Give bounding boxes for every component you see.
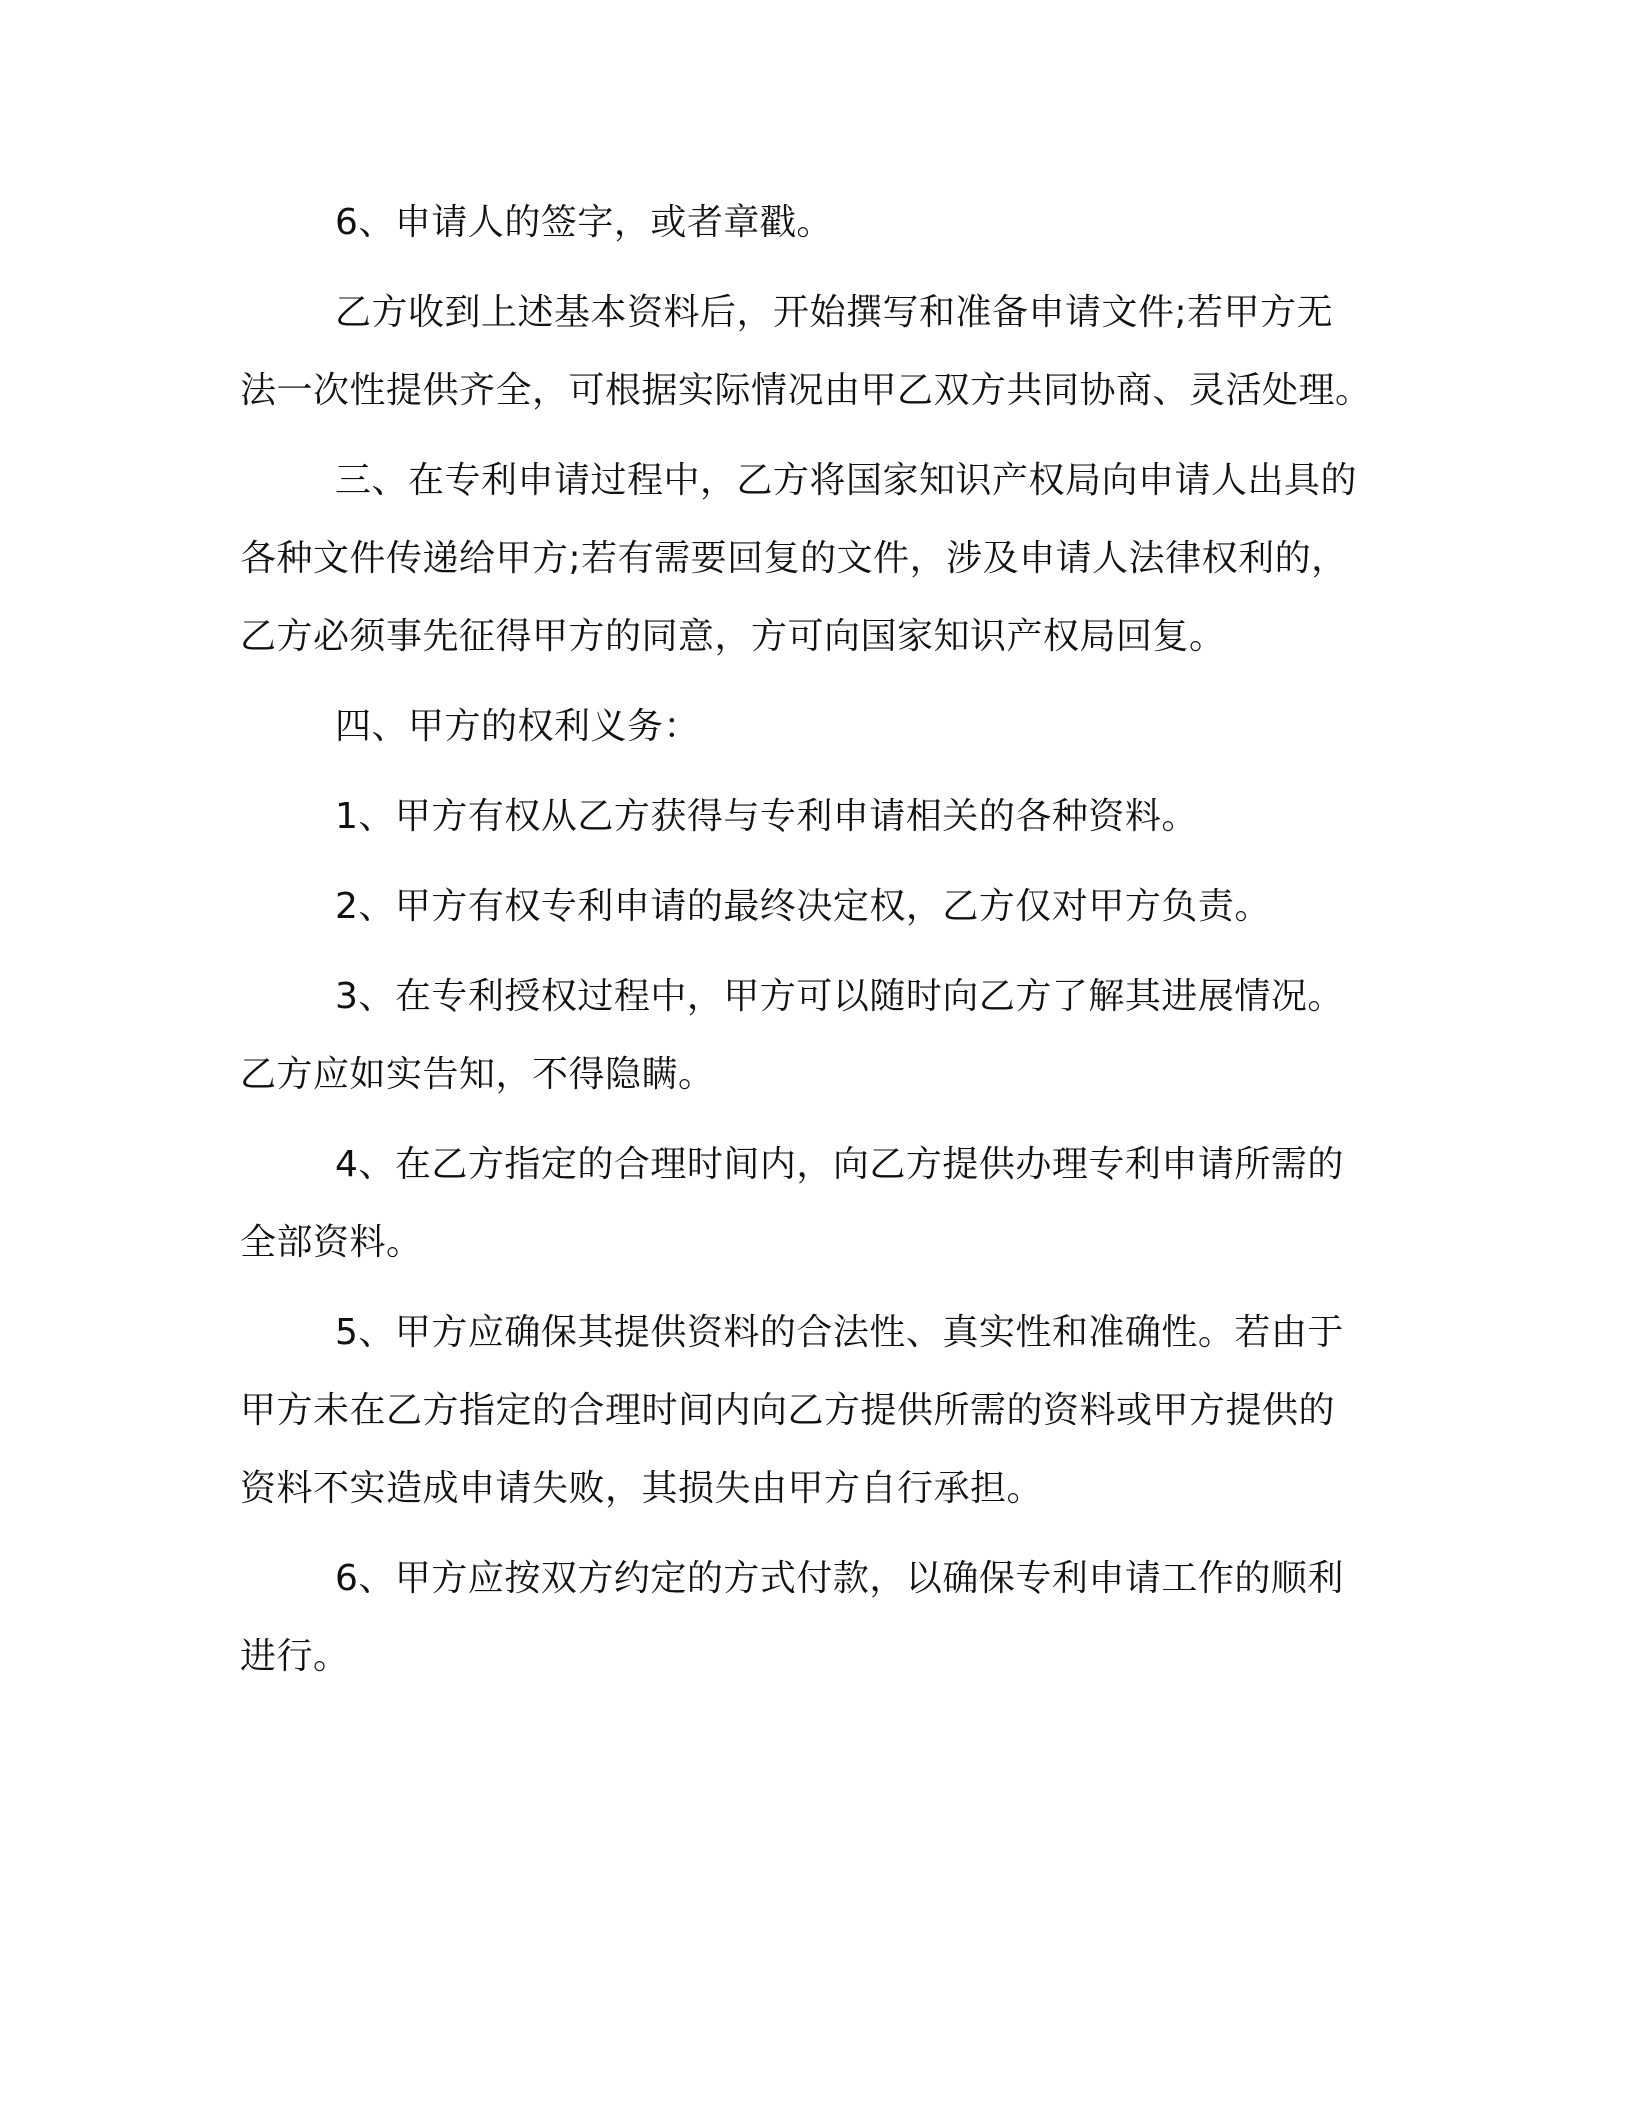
- paragraph-line: 甲方未在乙方指定的合理时间内向乙方提供所需的资料或甲方提供的: [240, 1390, 1336, 1431]
- paragraph-item-2: [240, 868, 1380, 946]
- paragraph-document-preparation: [240, 274, 1380, 430]
- paragraph-line: 乙方应如实告知，不得隐瞒。: [240, 1054, 715, 1095]
- paragraph-line: 各种文件传递给甲方;若有需要回复的文件，涉及申请人法律权利的，: [240, 538, 1348, 579]
- paragraph-line: 3、在专利授权过程中，甲方可以随时向乙方了解其进展情况。: [335, 976, 1344, 1017]
- document-body: [240, 184, 1380, 1708]
- paragraph-section-three: [240, 442, 1380, 676]
- paragraph-line: 5、甲方应确保其提供资料的合法性、真实性和准确性。若由于: [335, 1312, 1344, 1353]
- paragraph-line: 1、甲方有权从乙方获得与专利申请相关的各种资料。: [335, 796, 1198, 837]
- paragraph-line: 6、申请人的签字，或者章戳。: [335, 202, 833, 243]
- paragraph-item-1: [240, 778, 1380, 856]
- paragraph-item-4: [240, 1126, 1380, 1282]
- paragraph-line: 2、甲方有权专利申请的最终决定权，乙方仅对甲方负责。: [335, 886, 1271, 927]
- paragraph-line: 6、甲方应按双方约定的方式付款，以确保专利申请工作的顺利: [335, 1558, 1344, 1599]
- paragraph-line: 四、甲方的权利义务：: [335, 706, 701, 747]
- paragraph-line: 乙方必须事先征得甲方的同意，方可向国家知识产权局回复。: [240, 616, 1226, 657]
- paragraph-item-5: [240, 1294, 1380, 1528]
- paragraph-item-3: [240, 958, 1380, 1114]
- paragraph-line: 进行。: [240, 1636, 350, 1677]
- paragraph-line: 资料不实造成申请失败，其损失由甲方自行承担。: [240, 1468, 1044, 1509]
- paragraph-line: 法一次性提供齐全，可根据实际情况由甲乙双方共同协商、灵活处理。: [240, 370, 1372, 411]
- paragraph-line: 三、在专利申请过程中，乙方将国家知识产权局向申请人出具的: [335, 460, 1358, 501]
- paragraph-item-6-payment: [240, 1540, 1380, 1696]
- section-heading-four: [240, 688, 1380, 766]
- paragraph-line: 全部资料。: [240, 1222, 423, 1263]
- paragraph-line: 乙方收到上述基本资料后，开始撰写和准备申请文件;若甲方无: [335, 292, 1334, 333]
- paragraph-item-6-signature: [240, 184, 1380, 262]
- paragraph-line: 4、在乙方指定的合理时间内，向乙方提供办理专利申请所需的: [335, 1144, 1344, 1185]
